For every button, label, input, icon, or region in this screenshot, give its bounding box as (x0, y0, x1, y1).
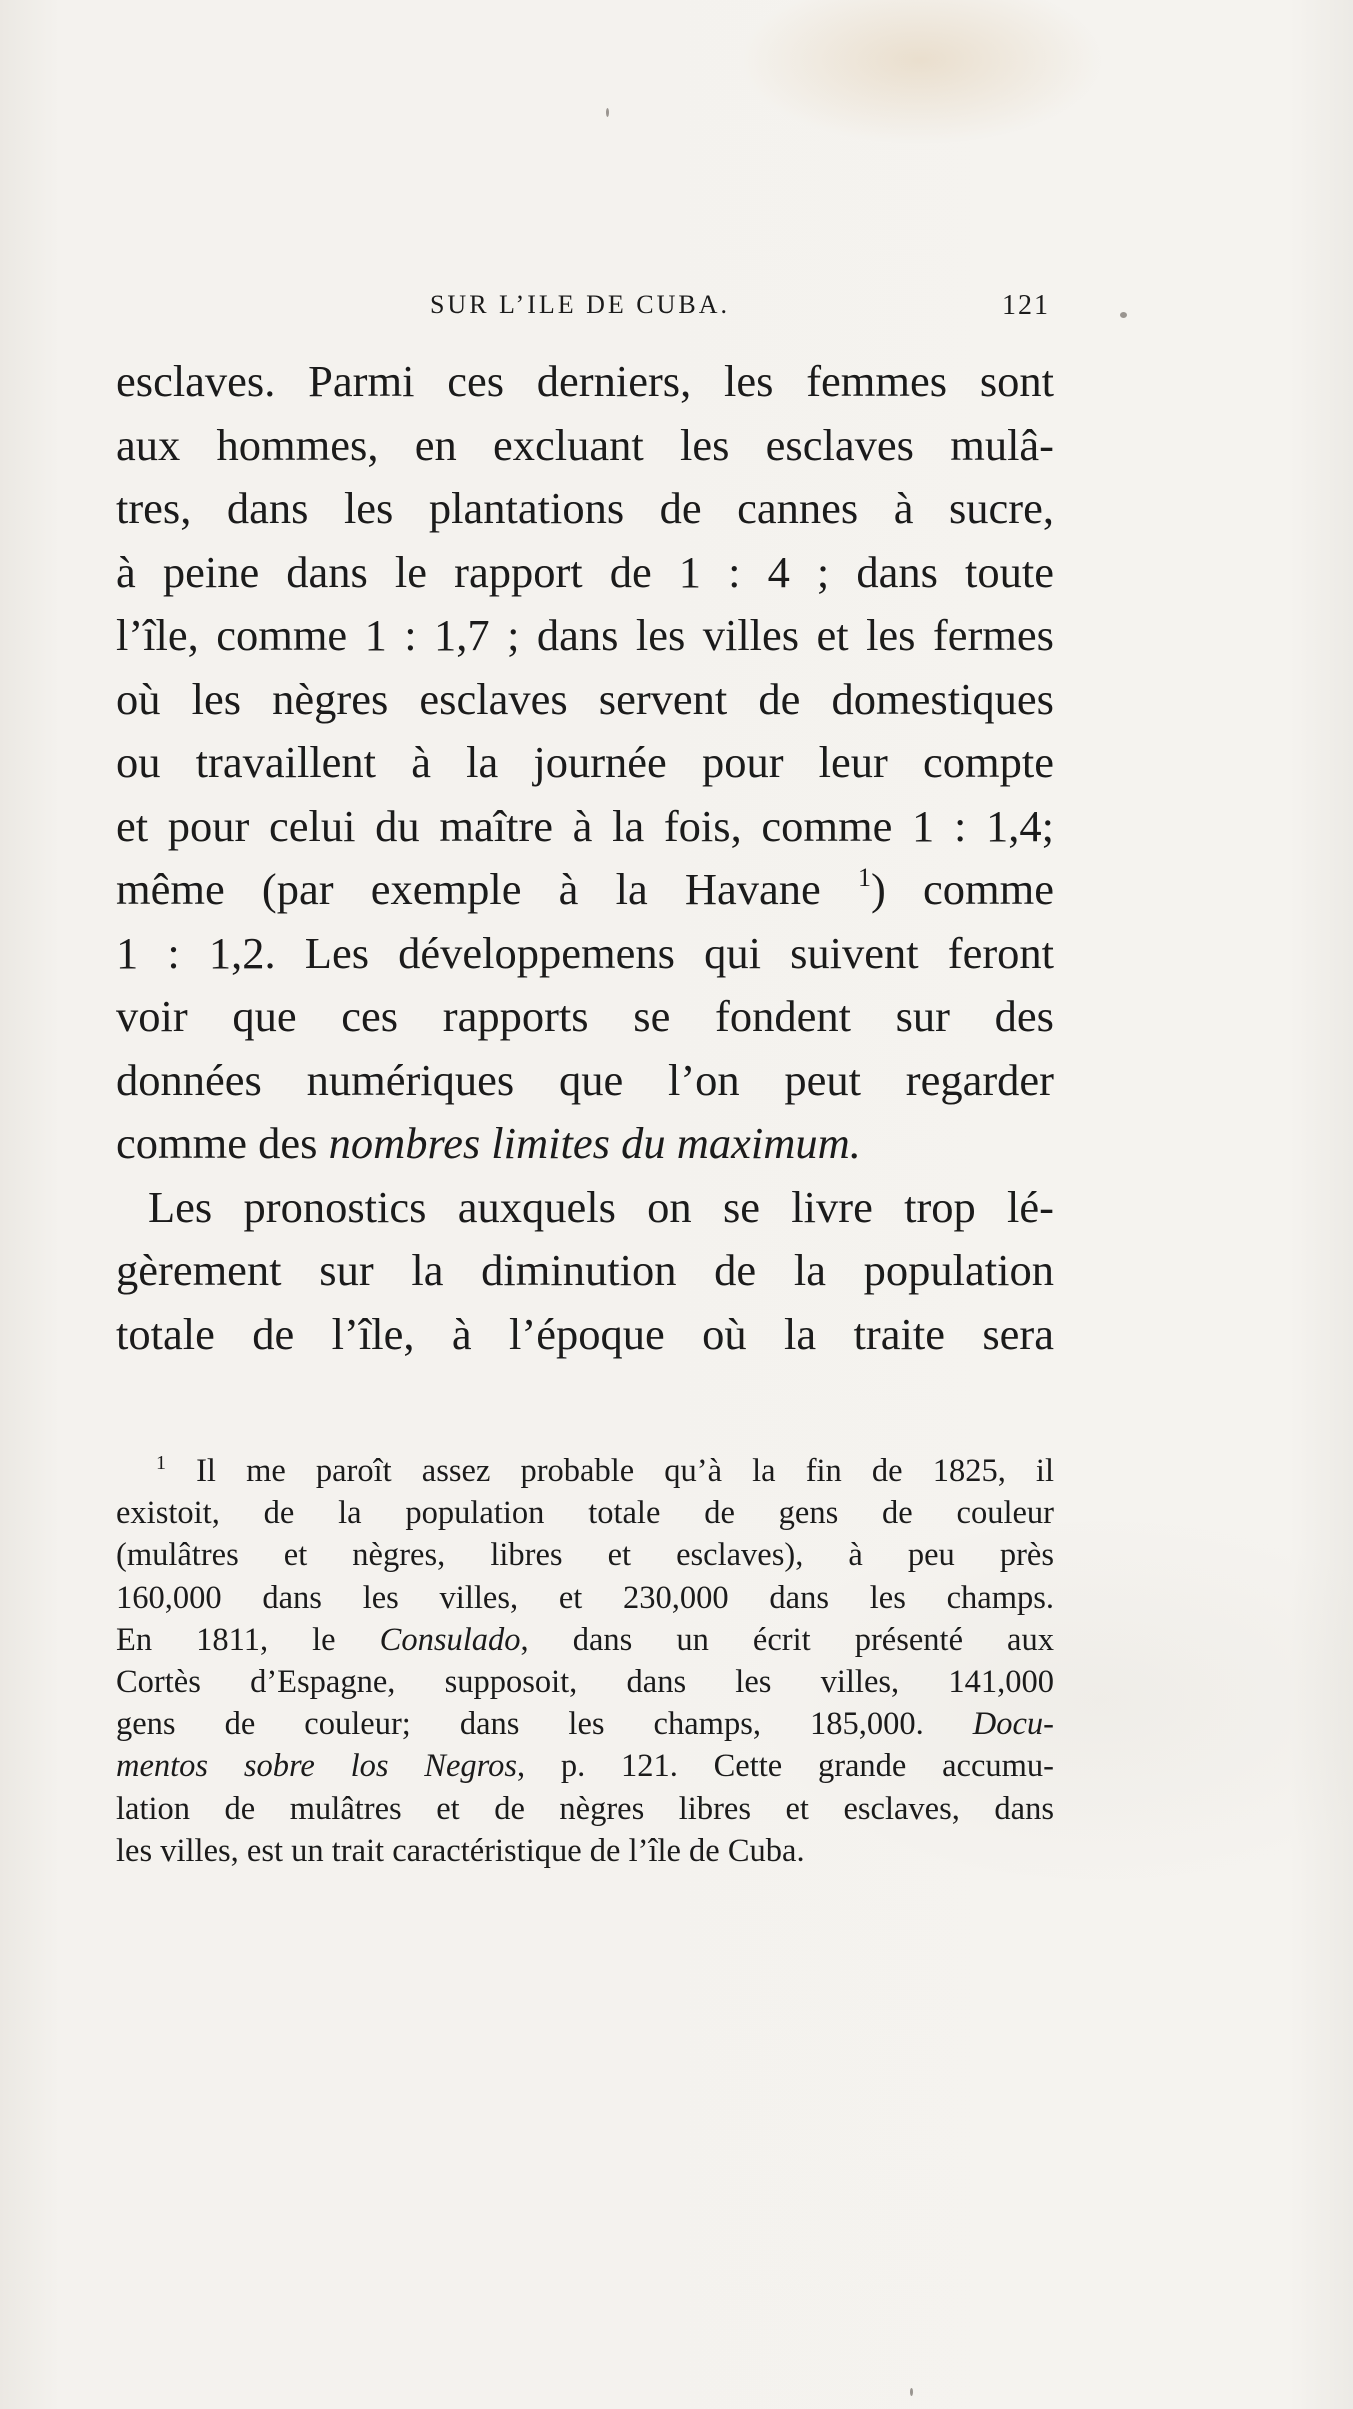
paper-speck (1120, 312, 1127, 318)
footnote-line: Cortès d’Espagne, supposoit, dans les villes, 141,000 (116, 1663, 1054, 1700)
footnote-line: les villes, est un trait caractéristique de l’île de Cuba. (116, 1832, 805, 1869)
text-line: aux hommes, en excluant les esclaves mulâ- (116, 419, 1054, 470)
line-text: même (par exemple à la Havane (116, 864, 858, 914)
text-line: esclaves. Parmi ces derniers, les femmes sont (116, 356, 1054, 406)
emphasis-text: mentos sobre los Negros (116, 1748, 517, 1785)
footnote-line (116, 1703, 1054, 1745)
line-text: Il me paroît assez probable qu’à la fin de 1825, il (196, 1453, 1054, 1489)
text-line: totale de l’île, à l’époque où la traite sera (116, 1308, 1054, 1359)
footnote-line: lation de mulâtres et de nègres libres et esclaves, dans (116, 1790, 1054, 1827)
line-text: ) comme (871, 864, 1054, 914)
text-line: données numériques que l’on peut regarder (116, 1054, 1054, 1105)
text-line: Les pronostics auxquels on se livre trop lé- (148, 1181, 1054, 1232)
footnote (116, 1450, 1054, 1872)
text-line: et pour celui du maître à la fois, comme 1 : 1,4; (116, 800, 1054, 851)
running-title: SUR L’ILE DE CUBA. (429, 290, 731, 319)
line-text: , dans un écrit présenté aux (520, 1621, 1054, 1658)
footnote-marker: 1 (156, 1452, 166, 1474)
line-text: comme des (116, 1118, 329, 1168)
text-line (116, 1112, 1054, 1176)
text-line: gèrement sur la diminution de la population (116, 1245, 1054, 1295)
footnote-line: 160,000 dans les villes, et 230,000 dans les champs. (116, 1579, 1054, 1616)
text-line: tres, dans les plantations de cannes à sucre, (116, 483, 1054, 533)
paper-speck (606, 108, 609, 117)
text-line (116, 858, 1054, 922)
text-line: 1 : 1,2. Les développemens qui suivent feront (116, 927, 1054, 978)
line-text: , p. 121. Cette grande accumu- (516, 1748, 1054, 1785)
emphasis-text: Docu- (972, 1706, 1054, 1743)
footnote-line: (mulâtres et nègres, libres et esclaves), à peu près (116, 1537, 1054, 1574)
line-text: gens de couleur; dans les champs, 185,000. (116, 1706, 973, 1743)
line-text: En 1811, le (116, 1621, 380, 1658)
footnote-reference: 1 (858, 863, 871, 892)
footnote-line (116, 1745, 1054, 1787)
footnote-line (116, 1619, 1054, 1661)
text-line: ou travaillent à la journée pour leur compte (116, 737, 1054, 787)
footnote-line (116, 1450, 1054, 1492)
text-line: où les nègres esclaves servent de domestiques (116, 673, 1054, 724)
main-text (116, 350, 1054, 1366)
paper-speck (910, 2388, 913, 2396)
running-head (110, 290, 1050, 330)
text-line: voir que ces rapports se fondent sur des (116, 991, 1054, 1041)
text-line: l’île, comme 1 : 1,7 ; dans les villes et les fermes (116, 610, 1054, 660)
emphasis-text: Consulado (379, 1621, 521, 1658)
footnote-line: existoit, de la population totale de gens de couleur (116, 1495, 1054, 1532)
text-line: à peine dans le rapport de 1 : 4 ; dans toute (116, 546, 1054, 597)
page-number: 121 (1002, 290, 1050, 321)
emphasis-text: nombres limites du maximum. (328, 1118, 861, 1168)
